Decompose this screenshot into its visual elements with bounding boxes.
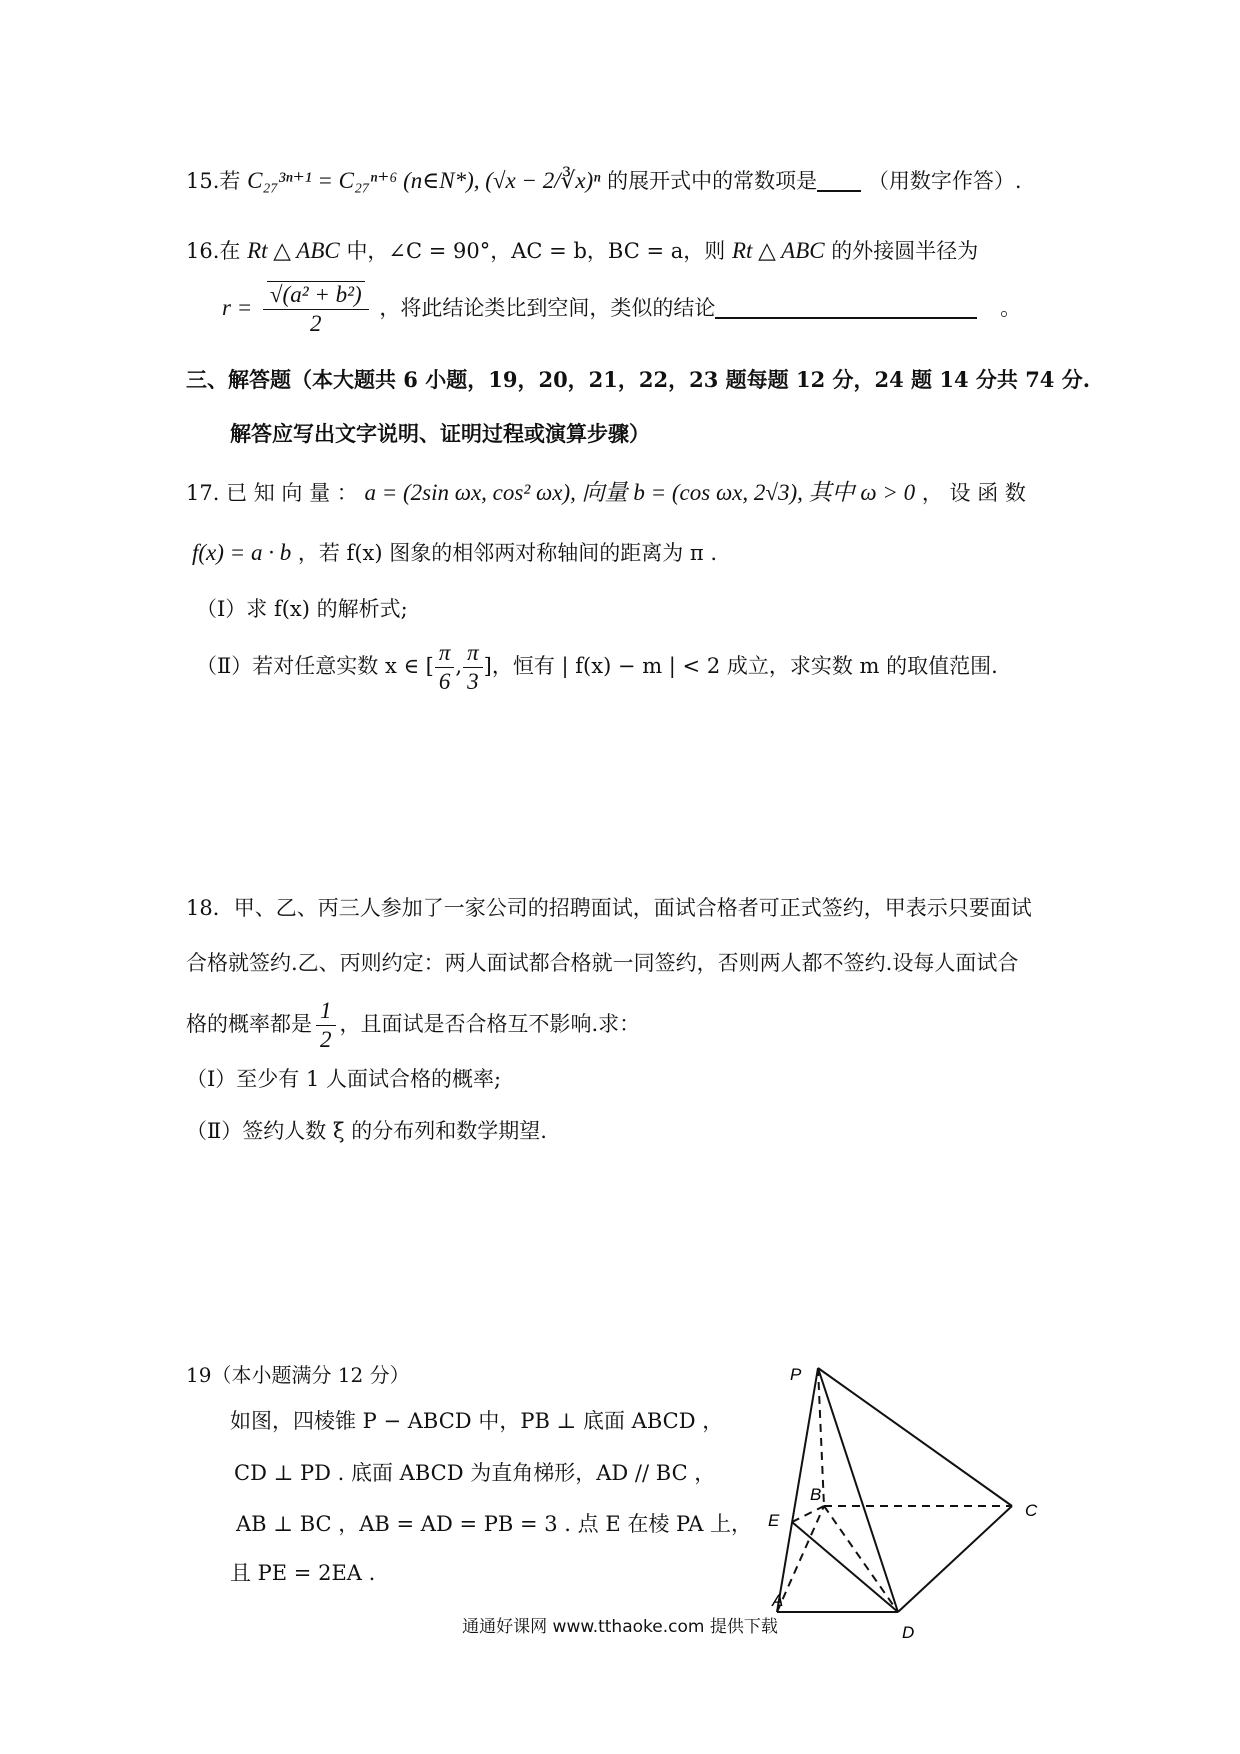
q17-pi-over-3: $\frac{\pi}{3}$ xyxy=(463,639,483,696)
q16-line2-end: 。 xyxy=(1000,296,1022,320)
q15-lead: 若 xyxy=(219,169,241,193)
q17-line2-text: ，若 f(x) 图象的相邻两对称轴间的距离为 π . xyxy=(297,541,718,565)
q16-line2 xyxy=(222,278,1021,338)
q16-r-numerator: √(a² + b²) xyxy=(263,281,369,310)
q16-rt-abc-1: Rt △ ABC xyxy=(247,238,340,263)
q16-answer-blank xyxy=(715,317,977,319)
q17-part1: （Ⅰ）求 f(x) 的解析式; xyxy=(196,597,408,621)
q16-number: 16. xyxy=(186,239,220,263)
q19-line1: 如图，四棱锥 P − ABCD 中，PB ⊥ 底面 ABCD ， xyxy=(230,1409,724,1433)
q18-line3-pre: 格的概率都是 xyxy=(186,1012,312,1036)
label-p: P xyxy=(790,1365,802,1384)
label-e: E xyxy=(768,1511,780,1530)
edge-eb-hidden xyxy=(792,1506,824,1522)
q17-line1-post: ， 设 函 数 xyxy=(921,481,1026,505)
q15-formula: C₂₇³ⁿ⁺¹ = C₂₇ⁿ⁺⁶ (n∈N*), (√x − 2/∛x)ⁿ xyxy=(247,168,601,193)
q15-text: 的展开式中的常数项是 xyxy=(607,169,818,193)
q18-part1: （Ⅰ）至少有 1 人面试合格的概率; xyxy=(186,1067,502,1091)
q16-rt-abc-2: Rt △ ABC xyxy=(731,238,825,263)
label-a: A xyxy=(772,1591,784,1610)
q16-line2-text: ，将此结论类比到空间，类似的结论 xyxy=(379,296,716,320)
q19-title: 19（本小题满分 12 分） xyxy=(186,1363,410,1387)
q16-line1-mid: 中，∠C = 90°，AC = b，BC = a，则 xyxy=(346,239,726,263)
q17-line2 xyxy=(192,538,717,568)
label-d: D xyxy=(902,1623,915,1642)
label-c: C xyxy=(1025,1501,1038,1520)
edge-ab-hidden xyxy=(777,1506,824,1612)
q17-part2-pre: （Ⅱ）若对任意实数 x ∈ [ xyxy=(196,654,434,678)
q16-r-fraction xyxy=(263,281,369,338)
pyramid-figure xyxy=(760,1350,1080,1650)
edge-cd xyxy=(898,1506,1012,1612)
q18-line3-post: ，且面试是否合格互不影响.求： xyxy=(339,1012,641,1036)
q16-line1-pre: 在 xyxy=(219,239,241,263)
q19-line4: 且 PE = 2EA . xyxy=(230,1561,376,1585)
q15-tail: （用数字作答）. xyxy=(867,169,1022,193)
q17-part2-post: ]，恒有 | f(x) − m | < 2 成立，求实数 m 的取值范围. xyxy=(483,654,998,678)
q18-half-fraction: $\frac{1}{2}$ xyxy=(316,997,336,1054)
q19-line2: CD ⊥ PD . 底面 ABCD 为直角梯形，AD // BC ， xyxy=(234,1461,716,1485)
q16-line1 xyxy=(186,236,978,266)
section3-subheading: 解答应写出文字说明、证明过程或演算步骤） xyxy=(230,421,650,446)
q18-line3 xyxy=(186,994,640,1054)
q17-part2: （Ⅱ）若对任意实数 x ∈ [ $\frac{\pi}{6}$ , $\frac{\pi}{3}$ ]，恒有 | f(x) − m | < 2 成立，求实数 m 的取值范围. xyxy=(196,640,998,694)
q15-number: 15. xyxy=(186,169,220,193)
q17-line1-pre: 17. 已 知 向 量 ： xyxy=(186,481,358,505)
q15-line xyxy=(186,166,1022,196)
label-b: B xyxy=(810,1485,822,1504)
q16-line1-post: 的外接圆半径为 xyxy=(831,239,979,263)
q17-function-def: f(x) = a · b xyxy=(192,540,292,565)
q15-answer-blank xyxy=(817,190,861,192)
q19-line3: AB ⊥ BC ，AB = AD = PB = 3 . 点 E 在棱 PA 上， xyxy=(236,1512,753,1536)
q17-pi-over-6: $\frac{\pi}{6}$ xyxy=(435,639,455,696)
edge-ed xyxy=(792,1522,898,1612)
q18-line2: 合格就签约.乙、丙则约定：两人面试都合格就一同签约，否则两人都不签约.设每人面试合 xyxy=(186,951,1019,975)
edge-pc xyxy=(818,1368,1012,1506)
q16-r-label: r = xyxy=(222,295,253,320)
edge-pd xyxy=(818,1368,898,1612)
q18-line1: 18．甲、乙、丙三人参加了一家公司的招聘面试，面试合格者可正式签约，甲表示只要面试 xyxy=(186,896,1032,920)
q17-vector-formula: a = (2sin ωx, cos² ωx), 向量 b = (cos ωx, 2√3), 其中 ω > 0 xyxy=(364,480,916,505)
q16-r-denominator: 2 xyxy=(310,311,322,336)
q18-part2: （Ⅱ）签约人数 ξ 的分布列和数学期望. xyxy=(186,1119,547,1143)
section3-heading: 三、解答题（本大题共 6 小题，19，20，21，22，23 题每题 12 分，24 题 14 分共 74 分. xyxy=(186,367,1091,392)
footer-watermark: 通通好课网 www.tthaoke.com 提供下载 xyxy=(462,1617,778,1637)
q17-line1 xyxy=(186,478,1026,508)
